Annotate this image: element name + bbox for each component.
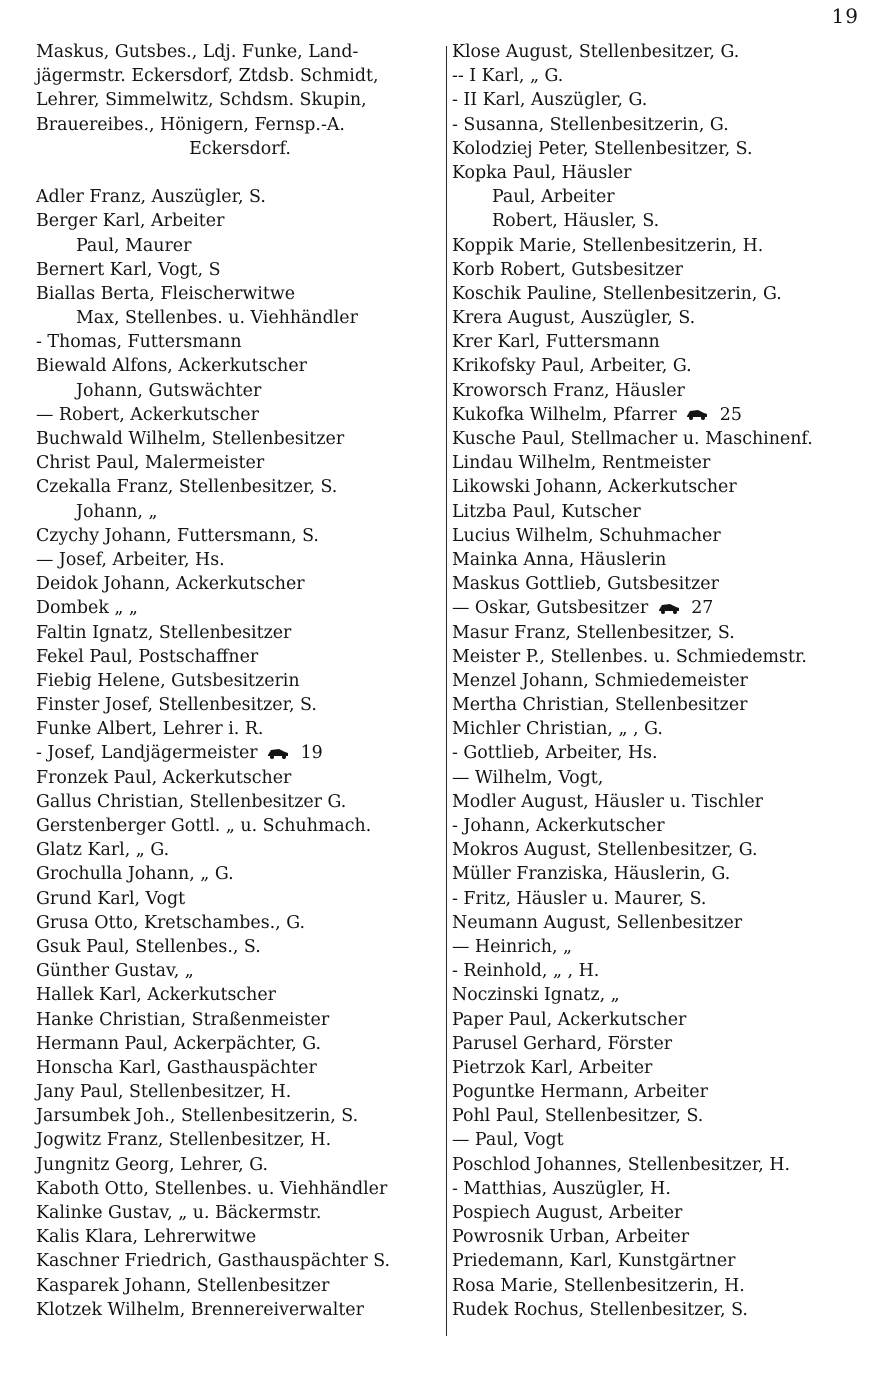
list-item: Mainka Anna, Häuslerin <box>452 549 667 570</box>
list-item: Glatz Karl, „ G. <box>36 840 170 861</box>
list-item: Litzba Paul, Kutscher <box>452 501 641 522</box>
list-item: Koschik Pauline, Stellenbesitzerin, G. <box>452 283 782 304</box>
list-item: Pohl Paul, Stellenbesitzer, S. <box>452 1106 704 1127</box>
header-line: jägermstr. Eckersdorf, Ztdsb. Schmidt, <box>36 66 379 87</box>
list-item: Klose August, Stellenbesitzer, G. <box>452 42 740 62</box>
list-item: - Fritz, Häusler u. Maurer, S. <box>452 888 707 909</box>
list-item: Czychy Johann, Futtersmann, S. <box>36 525 319 546</box>
list-item: Kasparek Johann, Stellenbesitzer <box>36 1275 330 1296</box>
list-item: Gerstenberger Gottl. „ u. Schuhmach. <box>36 816 372 836</box>
list-item: - Reinhold, „ , H. <box>452 961 600 982</box>
list-item: - Gottlieb, Arbeiter, Hs. <box>452 743 658 764</box>
list-item <box>452 596 872 620</box>
list-item: Pospiech August, Arbeiter <box>452 1203 683 1223</box>
header-line: Eckersdorf. <box>189 138 291 159</box>
list-item: Klotzek Wilhelm, Brennereiverwalter <box>36 1299 364 1320</box>
list-item: Hanke Christian, Straßenmeister <box>36 1009 330 1030</box>
entry-text: - Josef, Landjägermeister <box>36 743 258 764</box>
column-divider <box>446 46 447 1336</box>
header-line: Brauereibes., Hönigern, Fernsp.-A. <box>36 114 345 135</box>
list-item: Hallek Karl, Ackerkutscher <box>36 985 276 1006</box>
header-line: Maskus, Gutsbes., Ldj. Funke, Land- <box>36 42 359 62</box>
header-line: Lehrer, Simmelwitz, Schdsm. Skupin, <box>36 90 367 111</box>
list-item: Menzel Johann, Schmiedemeister <box>452 670 748 691</box>
list-item: Günther Gustav, „ <box>36 961 194 982</box>
list-item: Likowski Johann, Ackerkutscher <box>452 477 737 498</box>
left-column <box>36 40 444 1322</box>
list-item: Koppik Marie, Stellenbesitzerin, H. <box>452 235 764 256</box>
list-item: Neumann August, Sellenbesitzer <box>452 912 743 933</box>
list-item: Rudek Rochus, Stellenbesitzer, S. <box>452 1299 748 1320</box>
list-item: Adler Franz, Auszügler, S. <box>36 187 266 208</box>
list-item: Kaschner Friedrich, Gasthauspächter S. <box>36 1251 391 1272</box>
list-item: Grochulla Johann, „ G. <box>36 864 234 885</box>
list-item: Gallus Christian, Stellenbesitzer G. <box>36 791 347 812</box>
phone-number: 25 <box>719 404 742 425</box>
list-item: Poschlod Johannes, Stellenbesitzer, H. <box>452 1154 791 1175</box>
list-item: Jogwitz Franz, Stellenbesitzer, H. <box>36 1130 332 1151</box>
list-item: Max, Stellenbes. u. Viehhändler <box>76 308 358 329</box>
list-item: Kopka Paul, Häusler <box>452 162 632 183</box>
list-item: Berger Karl, Arbeiter <box>36 211 225 232</box>
list-item: Jungnitz Georg, Lehrer, G. <box>36 1154 269 1175</box>
list-item: — Josef, Arbeiter, Hs. <box>36 549 225 570</box>
list-item: Mertha Christian, Stellenbesitzer <box>452 695 748 716</box>
list-item: - Matthias, Auszügler, H. <box>452 1178 671 1199</box>
entry-text: — Oskar, Gutsbesitzer <box>452 598 649 619</box>
list-item: - Thomas, Futtersmann <box>36 332 242 353</box>
list-item: Honscha Karl, Gasthauspächter <box>36 1057 317 1078</box>
list-item: Kalis Klara, Lehrerwitwe <box>36 1227 257 1248</box>
list-item: Fekel Paul, Postschaffner <box>36 646 259 667</box>
list-item: — Wilhelm, Vogt, <box>452 767 604 788</box>
page-number: 19 <box>831 4 859 28</box>
list-item: Kolodziej Peter, Stellenbesitzer, S. <box>452 138 753 159</box>
list-item: -- I Karl, „ G. <box>452 66 564 87</box>
list-item: Robert, Häusler, S. <box>492 211 660 232</box>
list-item: Paul, Arbeiter <box>492 187 615 208</box>
list-item: Poguntke Hermann, Arbeiter <box>452 1082 708 1103</box>
list-item: Gsuk Paul, Stellenbes., S. <box>36 936 261 957</box>
list-item: Funke Albert, Lehrer i. R. <box>36 719 264 740</box>
list-item: Maskus Gottlieb, Gutsbesitzer <box>452 574 719 595</box>
list-item: - II Karl, Auszügler, G. <box>452 90 648 111</box>
entry-text: Kukofka Wilhelm, Pfarrer <box>452 404 677 425</box>
list-item: Fiebig Helene, Gutsbesitzerin <box>36 670 300 691</box>
list-item <box>452 403 872 427</box>
list-item: Johann, Gutswächter <box>76 380 262 401</box>
list-item: Paper Paul, Ackerkutscher <box>452 1009 687 1030</box>
list-item: Finster Josef, Stellenbesitzer, S. <box>36 695 317 716</box>
list-item: Kalinke Gustav, „ u. Bäckermstr. <box>36 1203 322 1223</box>
list-item: Meister P., Stellenbes. u. Schmiedemstr. <box>452 646 807 667</box>
list-item: Kaboth Otto, Stellenbes. u. Viehhändler <box>36 1178 388 1199</box>
list-item: Fronzek Paul, Ackerkutscher <box>36 767 292 788</box>
list-item: Deidok Johann, Ackerkutscher <box>36 574 305 595</box>
list-item: Korb Robert, Gutsbesitzer <box>452 259 683 280</box>
list-item: Parusel Gerhard, Förster <box>452 1033 673 1054</box>
list-item: Krera August, Auszügler, S. <box>452 308 696 329</box>
list-item: Paul, Maurer <box>76 235 192 256</box>
list-item: Kroworsch Franz, Häusler <box>452 380 685 401</box>
list-item: Modler August, Häusler u. Tischler <box>452 791 763 812</box>
list-item: — Paul, Vogt <box>452 1130 564 1151</box>
list-item: - Johann, Ackerkutscher <box>452 816 665 836</box>
list-item: Buchwald Wilhelm, Stellenbesitzer <box>36 429 345 449</box>
list-item: Faltin Ignatz, Stellenbesitzer <box>36 622 292 643</box>
list-item: Powrosnik Urban, Arbeiter <box>452 1227 690 1248</box>
phone-number: 27 <box>691 598 714 619</box>
list-item <box>36 741 444 765</box>
list-item: Kusche Paul, Stellmacher u. Maschinenf. <box>452 429 813 449</box>
car-icon <box>686 408 708 420</box>
car-icon <box>658 602 680 614</box>
list-item: Biewald Alfons, Ackerkutscher <box>36 356 307 377</box>
list-item: Dombek „ „ <box>36 598 138 619</box>
list-item: Michler Christian, „ , G. <box>452 719 663 740</box>
list-item: Lindau Wilhelm, Rentmeister <box>452 453 711 474</box>
list-item: Jany Paul, Stellenbesitzer, H. <box>36 1082 292 1103</box>
list-item: Krikofsky Paul, Arbeiter, G. <box>452 356 692 377</box>
list-item: Mokros August, Stellenbesitzer, G. <box>452 840 758 861</box>
list-item: Priedemann, Karl, Kunstgärtner <box>452 1251 736 1272</box>
list-item: - Susanna, Stellenbesitzerin, G. <box>452 114 729 135</box>
list-item: Jarsumbek Joh., Stellenbesitzerin, S. <box>36 1106 359 1127</box>
right-column <box>452 40 872 1322</box>
list-item: Noczinski Ignatz, „ <box>452 985 620 1006</box>
list-item: Johann, „ <box>76 501 158 522</box>
list-item: Hermann Paul, Ackerpächter, G. <box>36 1033 322 1054</box>
phone-number: 19 <box>300 743 323 764</box>
list-item: Czekalla Franz, Stellenbesitzer, S. <box>36 477 338 498</box>
list-item: — Robert, Ackerkutscher <box>36 404 259 425</box>
list-item: Grusa Otto, Kretschambes., G. <box>36 912 306 933</box>
list-item: Bernert Karl, Vogt, S <box>36 259 221 280</box>
list-item: Rosa Marie, Stellenbesitzerin, H. <box>452 1275 745 1296</box>
list-item: Lucius Wilhelm, Schuhmacher <box>452 525 721 546</box>
list-item: — Heinrich, „ <box>452 936 573 957</box>
list-item: Pietrzok Karl, Arbeiter <box>452 1057 653 1078</box>
list-item: Masur Franz, Stellenbesitzer, S. <box>452 622 735 643</box>
list-item: Grund Karl, Vogt <box>36 888 186 909</box>
list-item: Biallas Berta, Fleischerwitwe <box>36 283 296 304</box>
list-item: Müller Franziska, Häuslerin, G. <box>452 864 731 885</box>
car-icon <box>267 747 289 759</box>
list-item: Christ Paul, Malermeister <box>36 453 265 474</box>
list-item: Krer Karl, Futtersmann <box>452 332 660 353</box>
